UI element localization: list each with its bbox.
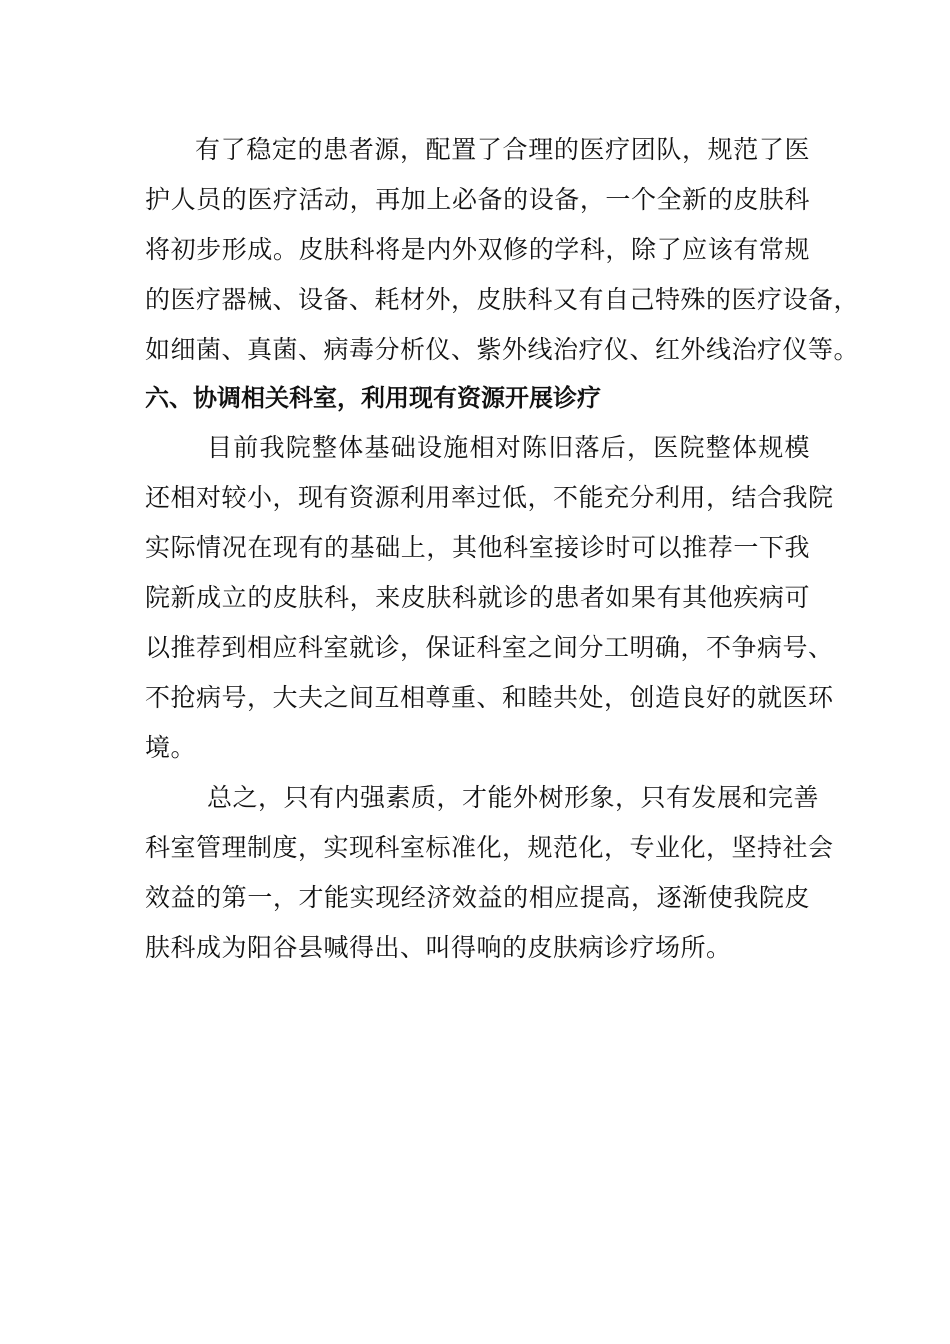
paragraph-3-line-1: 总之，只有内强素质，才能外树形象，只有发展和完善 [207,783,820,812]
paragraph-2-line-1: 目前我院整体基础设施相对陈旧落后，医院整体规模 [207,433,810,462]
paragraph-1-line-4: 的医疗器械、设备、耗材外，皮肤科又有自己特殊的医疗设备， [145,285,860,314]
paragraph-2-line-3: 实际情况在现有的基础上，其他科室接诊时可以推荐一下我 [145,533,810,562]
paragraph-1-line-1: 有了稳定的患者源，配置了合理的医疗团队，规范了医 [195,135,810,164]
paragraph-1-line-3: 将初步形成。皮肤科将是内外双修的学科，除了应该有常规 [145,235,810,264]
paragraph-2-line-4: 院新成立的皮肤科，来皮肤科就诊的患者如果有其他疾病可 [145,583,810,612]
section-heading: 六、协调相关科室，利用现有资源开展诊疗 [145,384,601,412]
paragraph-2-line-6: 不抢病号，大夫之间互相尊重、和睦共处，创造良好的就医环 [145,683,834,712]
paragraph-3-line-2: 科室管理制度，实现科室标准化，规范化，专业化，坚持社会 [145,833,834,862]
paragraph-1-line-2: 护人员的医疗活动，再加上必备的设备，一个全新的皮肤科 [145,185,810,214]
paragraph-2-line-5: 以推荐到相应科室就诊，保证科室之间分工明确，不争病号、 [145,633,834,662]
paragraph-2-line-2: 还相对较小，现有资源利用率过低，不能充分利用，结合我院 [145,483,834,512]
paragraph-2-line-7: 境。 [145,733,197,762]
paragraph-3-line-3: 效益的第一，才能实现经济效益的相应提高，逐渐使我院皮 [145,883,810,912]
paragraph-1-line-5: 如细菌、真菌、病毒分析仪、紫外线治疗仪、红外线治疗仪等。 [145,335,860,364]
paragraph-3-line-4: 肤科成为阳谷县喊得出、叫得响的皮肤病诊疗场所。 [145,933,732,962]
